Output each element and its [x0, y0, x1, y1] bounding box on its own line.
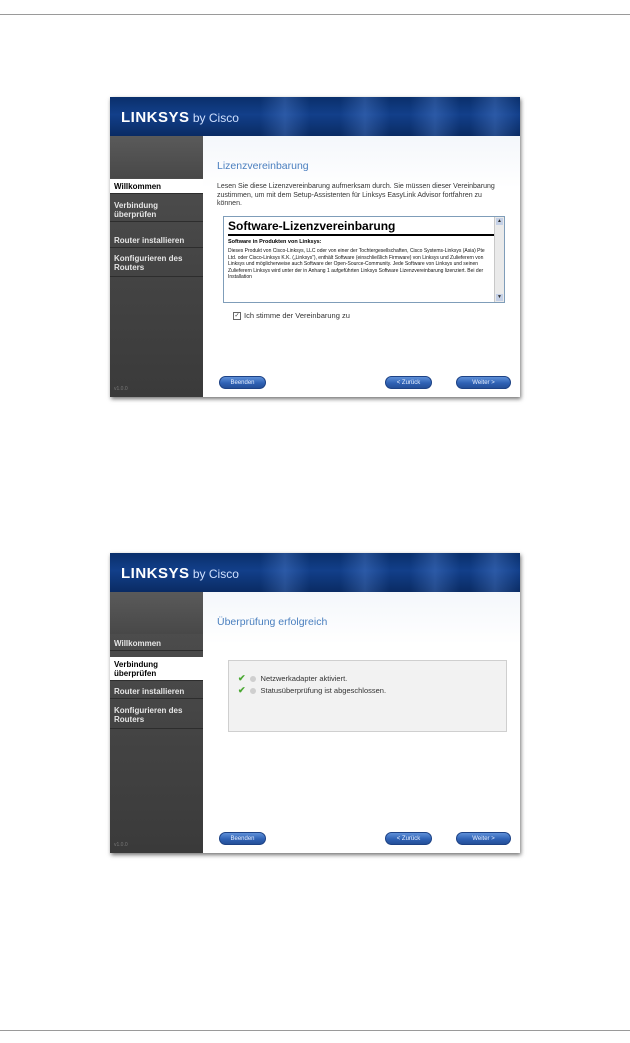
next-button[interactable]: Weiter >	[456, 832, 511, 845]
agree-checkbox-row[interactable]	[233, 311, 350, 320]
check-icon: ✔	[238, 685, 246, 695]
status-row	[238, 685, 386, 696]
scroll-down-icon[interactable]: ▼	[497, 294, 502, 300]
sidebar-item-willkommen[interactable]: Willkommen	[110, 636, 203, 651]
agree-checkbox[interactable]: ✓	[234, 313, 240, 320]
status-text: Statusüberprüfung ist abgeschlossen.	[260, 686, 387, 695]
intro-text: Lesen Sie diese Lizenzvereinbarung aufmerksam durch. Sie müssen dieser Vereinbarung zustimmen, um mit dem Setup-Assistenten für Linksys EasyLink Advisor fortfahren zu können.	[217, 183, 495, 207]
top-rule	[0, 14, 630, 15]
status-dot-icon	[250, 676, 256, 682]
version-label: v1.0.0	[114, 386, 128, 392]
check-icon: ✔	[238, 673, 246, 683]
license-body: Dieses Produkt von Cisco-Linksys, LLC oder von einer der Tochtergesellschaften, Cisco Systems-Linksys (Asia) Pte Ltd. oder Cisco-Linksys K.K. („Linksys“), enthält Software (einschließlich Firmware) von Linksys und Zulieferern von Linksys und möglicherweise auch Software der Open-Source-Community. Jede Software von Linksys und seinen Zulieferern Linksys wird unter der in Anhang 1 aufgeführten Linksys Software Lizenzvereinbarung lizenziert. Bei der Installation	[228, 248, 485, 281]
header-banner	[110, 553, 520, 592]
sidebar-item-verbindung[interactable]: Verbindung überprüfen	[110, 198, 203, 222]
page-title: Überprüfung erfolgreich	[217, 616, 328, 628]
license-screenshot	[110, 97, 520, 397]
next-button[interactable]: Weiter >	[456, 376, 511, 389]
agree-label: Ich stimme der Vereinbarung zu	[244, 311, 350, 320]
main-content	[203, 136, 520, 397]
main-content	[203, 592, 520, 853]
license-title: Software-Lizenzvereinbarung	[228, 219, 500, 236]
sidebar-item-router-installieren[interactable]: Router installieren	[110, 233, 203, 248]
cancel-button[interactable]: Beenden	[219, 832, 266, 845]
linksys-logo: LINKSYS by Cisco	[121, 565, 239, 582]
sidebar	[110, 136, 203, 397]
license-textbox[interactable]	[223, 216, 505, 303]
verification-screenshot	[110, 553, 520, 853]
version-label: v1.0.0	[114, 842, 128, 848]
status-dot-icon	[250, 688, 256, 694]
bottom-rule	[0, 1030, 630, 1031]
back-button[interactable]: < Zurück	[385, 376, 432, 389]
license-scrollbar[interactable]	[494, 217, 504, 302]
status-row	[238, 673, 347, 684]
back-button[interactable]: < Zurück	[385, 832, 432, 845]
sidebar	[110, 592, 203, 853]
status-text: Netzwerkadapter aktiviert.	[260, 674, 348, 683]
scroll-up-icon[interactable]: ▲	[497, 218, 502, 224]
sidebar-item-konfigurieren[interactable]: Konfigurieren des Routers	[110, 703, 203, 729]
header-banner	[110, 97, 520, 136]
linksys-logo: LINKSYS by Cisco	[121, 109, 239, 126]
sidebar-item-router-installieren[interactable]: Router installieren	[110, 684, 203, 699]
sidebar-item-verbindung[interactable]: Verbindung überprüfen	[110, 657, 203, 681]
sidebar-item-willkommen[interactable]: Willkommen	[110, 179, 203, 194]
sidebar-item-konfigurieren[interactable]: Konfigurieren des Routers	[110, 251, 203, 277]
status-panel	[228, 660, 507, 732]
license-subtitle: Software in Produkten von Linksys:	[228, 239, 322, 245]
page-title: Lizenzvereinbarung	[217, 160, 309, 172]
cancel-button[interactable]: Beenden	[219, 376, 266, 389]
